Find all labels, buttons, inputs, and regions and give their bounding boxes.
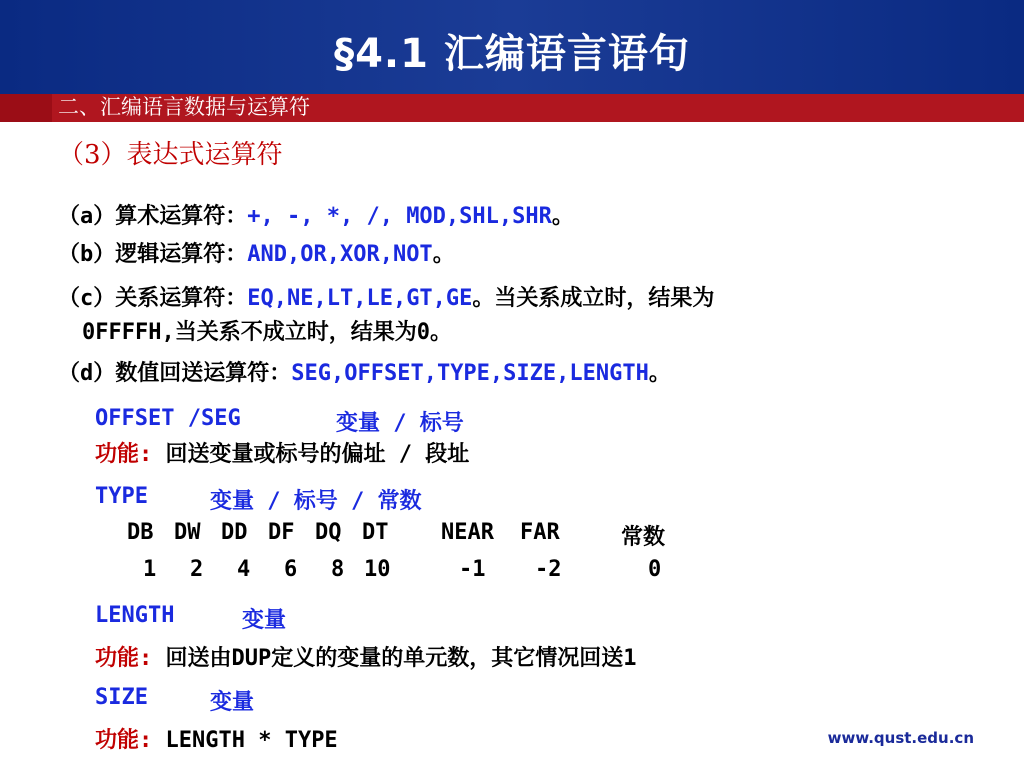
type-table-header: DT [362,520,389,545]
type-table-header: DB [127,520,154,545]
length-function-text: 回送由DUP定义的变量的单元数，其它情况回送1 [152,646,637,671]
offset-seg-name: OFFSET /SEG [95,406,241,431]
offset-seg-function [95,437,469,468]
length-function [95,641,636,672]
item-c-operators: EQ,NE,LT,LE,GT,GE [247,286,473,311]
length-arg: 变量 [242,608,287,633]
type-table-header: 常数 [621,525,666,550]
offset-seg-function-label: 功能: [95,442,153,467]
item-c [58,281,714,312]
item-c-rest: 。当关系成立时，结果为 [472,286,715,311]
type-table-header: DD [221,520,248,545]
size-arg: 变量 [210,690,255,715]
type-table-value: 0 [648,557,662,582]
item-d [58,356,671,387]
footer-url[interactable]: www.qust.edu.cn [827,729,974,747]
section-heading: （3）表达式运算符 [58,140,283,170]
size-name: SIZE [95,685,148,710]
item-d-end: 。 [648,361,671,386]
type-arg: 变量 / 标号 / 常数 [210,489,422,514]
item-d-operators: SEG,OFFSET,TYPE,SIZE,LENGTH [291,361,649,386]
size-function [95,723,338,754]
size-function-text: LENGTH * TYPE [152,728,338,753]
slide-title: §4.1 汇编语言语句 [334,31,690,77]
subtitle-bar-accent [0,94,52,122]
item-a-operators: +, -, *, /, MOD,SHL,SHR [247,204,552,229]
item-b [58,237,455,268]
type-table-value: -1 [459,557,486,582]
type-table-header: NEAR [441,520,494,545]
item-c-label: （c）关系运算符： [58,286,248,311]
type-table-value: 4 [237,557,251,582]
item-a-label: （a）算术运算符： [58,204,248,229]
type-table-value: 8 [331,557,345,582]
type-table-header: DQ [315,520,342,545]
type-table-value: 10 [364,557,391,582]
offset-seg-function-text: 回送变量或标号的偏址 / 段址 [152,442,470,467]
type-table-header: DF [268,520,295,545]
type-table-header: DW [174,520,201,545]
size-function-label: 功能: [95,728,153,753]
length-name: LENGTH [95,603,175,628]
item-b-label: （b）逻辑运算符： [58,242,248,267]
type-table-value: 1 [143,557,157,582]
length-function-label: 功能: [95,646,153,671]
type-table-value: -2 [535,557,562,582]
type-table-header: FAR [520,520,560,545]
item-a-end: 。 [551,204,574,229]
type-name: TYPE [95,484,148,509]
item-a [58,199,574,230]
item-b-operators: AND,OR,XOR,NOT [247,242,433,267]
item-d-label: （d）数值回送运算符： [58,361,292,386]
item-b-end: 。 [432,242,455,267]
item-c-line2: 0FFFFH,当关系不成立时，结果为0。 [82,320,452,345]
type-table-value: 6 [284,557,298,582]
type-table-value: 2 [190,557,204,582]
subtitle: 二、汇编语言数据与运算符 [58,95,310,119]
offset-seg-arg: 变量 / 标号 [336,411,464,436]
